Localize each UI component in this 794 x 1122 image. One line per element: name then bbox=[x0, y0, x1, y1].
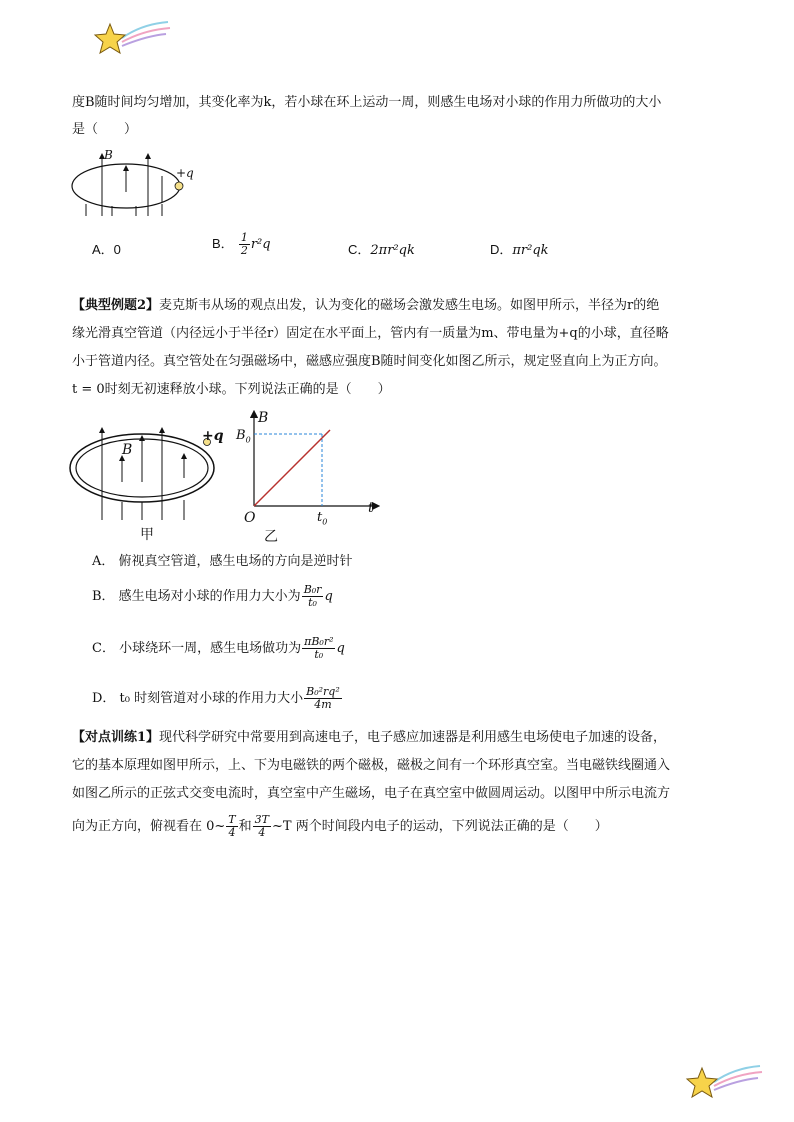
tr1-tag: 【对点训练1】 bbox=[72, 730, 160, 745]
ex2-option-c[interactable] bbox=[92, 636, 345, 661]
q1-option-a-text: 0 bbox=[113, 242, 121, 257]
q1-stem-line1: 度B随时间均匀增加，其变化率为k，若小球在环上运动一周，则感生电场对小球的作用力所做功的大小 bbox=[72, 95, 662, 110]
ex2-line1 bbox=[72, 296, 659, 316]
q1-option-b[interactable] bbox=[212, 232, 271, 257]
q1-option-a[interactable] bbox=[92, 240, 121, 260]
ex2-fig-a-caption: 甲 bbox=[140, 527, 154, 543]
q1-option-a-key: A． bbox=[92, 242, 114, 257]
tr1-fraction-2: $\frac{3T}{4}$ bbox=[254, 813, 269, 839]
ex2-tag: 【典型例题2】 bbox=[72, 298, 160, 313]
graph-series-line bbox=[254, 430, 330, 506]
q1-option-d[interactable] bbox=[490, 240, 549, 261]
ex2-option-d[interactable] bbox=[92, 686, 343, 711]
ex2-fig-a-label-q: +q bbox=[202, 428, 224, 444]
star-icon bbox=[95, 24, 125, 53]
q1-option-c-key: C． bbox=[348, 242, 371, 257]
star-icon bbox=[687, 1068, 717, 1097]
ex2-fig-a-label-B: B bbox=[122, 442, 133, 458]
ex2-line4: t = 0时刻无初速释放小球。下列说法正确的是（ ） bbox=[72, 382, 391, 397]
ex2-option-c-pre: C． 小球绕环一周，感生电场做功为 bbox=[92, 641, 302, 656]
tr1-line4 bbox=[72, 814, 608, 839]
graph-label-y: B bbox=[258, 410, 269, 426]
q1-stem-line2: 是（ ） bbox=[72, 122, 138, 137]
graph-label-origin: O bbox=[244, 510, 256, 526]
ex2-fig-b-caption: 乙 bbox=[264, 529, 278, 545]
star-decoration-top bbox=[92, 16, 172, 60]
q1-option-c-text: 2πr²qk bbox=[370, 243, 415, 258]
q1-label-B: B bbox=[104, 148, 113, 162]
q1-option-b-tail: r²q bbox=[250, 237, 271, 252]
tr1-line3: 如图乙所示的正弦式交变电流时，真空室中产生磁场，电子在真空室中做圆周运动。以图甲中所示电流方 bbox=[72, 786, 671, 801]
ex2-option-b[interactable] bbox=[92, 584, 333, 609]
ex2-line3: 小于管道内径。真空管处在匀强磁场中，磁感应强度B随时间变化如图乙所示，规定竖直向上为正方向。 bbox=[72, 354, 667, 369]
graph-tick-x: $t_0$ bbox=[317, 510, 328, 527]
star-decoration-bottom bbox=[684, 1060, 764, 1104]
tr1-line4-b: 和 bbox=[238, 819, 252, 834]
tr1-line1-text: 现代科学研究中常要用到高速电子，电子感应加速器是利用感生电场使电子加速的设备， bbox=[159, 730, 667, 745]
ex2-option-d-pre: D． t₀ 时刻管道对小球的作用力大小 bbox=[92, 691, 304, 706]
q1-option-d-text: πr²qk bbox=[512, 243, 549, 258]
ex2-option-c-post: q bbox=[336, 641, 345, 656]
q1-option-c[interactable] bbox=[348, 240, 415, 261]
tr1-line4-c: ~T 两个时间段内电子的运动，下列说法正确的是（ ） bbox=[272, 819, 608, 834]
q1-ring-figure bbox=[66, 146, 196, 218]
tr1-fraction-1: $\frac{T}{4}$ bbox=[228, 813, 236, 839]
ex2-option-a[interactable]: A． 俯视真空管道，感生电场的方向是逆时针 bbox=[92, 554, 353, 569]
ex2-option-c-fraction: $\frac{\text{πB₀r²}}{\text{t₀}}$ bbox=[304, 635, 334, 661]
tr1-line2: 它的基本原理如图甲所示，上、下为电磁铁的两个磁极，磁极之间有一个环形真空室。当电磁铁线圈通入 bbox=[72, 758, 671, 773]
ex2-option-b-pre: B． 感生电场对小球的作用力大小为 bbox=[92, 589, 301, 604]
ex2-option-d-fraction: $\frac{\text{B₀²rq²}}{4m}$ bbox=[306, 685, 340, 711]
q1-label-q: +q bbox=[176, 166, 194, 180]
ex2-line1-text: 麦克斯韦从场的观点出发，认为变化的磁场会激发感生电场。如图甲所示，半径为r的绝 bbox=[159, 298, 660, 313]
q1-option-b-fraction: $\frac{1}{2}$ bbox=[240, 231, 248, 257]
ex2-option-b-fraction: $\frac{\text{B₀r}}{\text{t₀}}$ bbox=[303, 583, 322, 609]
q1-option-b-key: B． bbox=[212, 236, 234, 251]
ex2-option-b-post: q bbox=[324, 589, 333, 604]
tr1-line4-a: 向为正方向，俯视看在 0~ bbox=[72, 819, 226, 834]
ex2-line2: 缘光滑真空管道（内径远小于半径r）固定在水平面上，管内有一质量为m、带电量为+q的小球，直径略 bbox=[72, 326, 669, 341]
tr1-line1 bbox=[72, 728, 666, 748]
q1-option-d-key: D． bbox=[490, 242, 513, 257]
ex2-figure-b bbox=[236, 410, 386, 525]
graph-tick-y: $B_0$ bbox=[236, 428, 251, 445]
graph-label-x: t bbox=[368, 500, 374, 516]
